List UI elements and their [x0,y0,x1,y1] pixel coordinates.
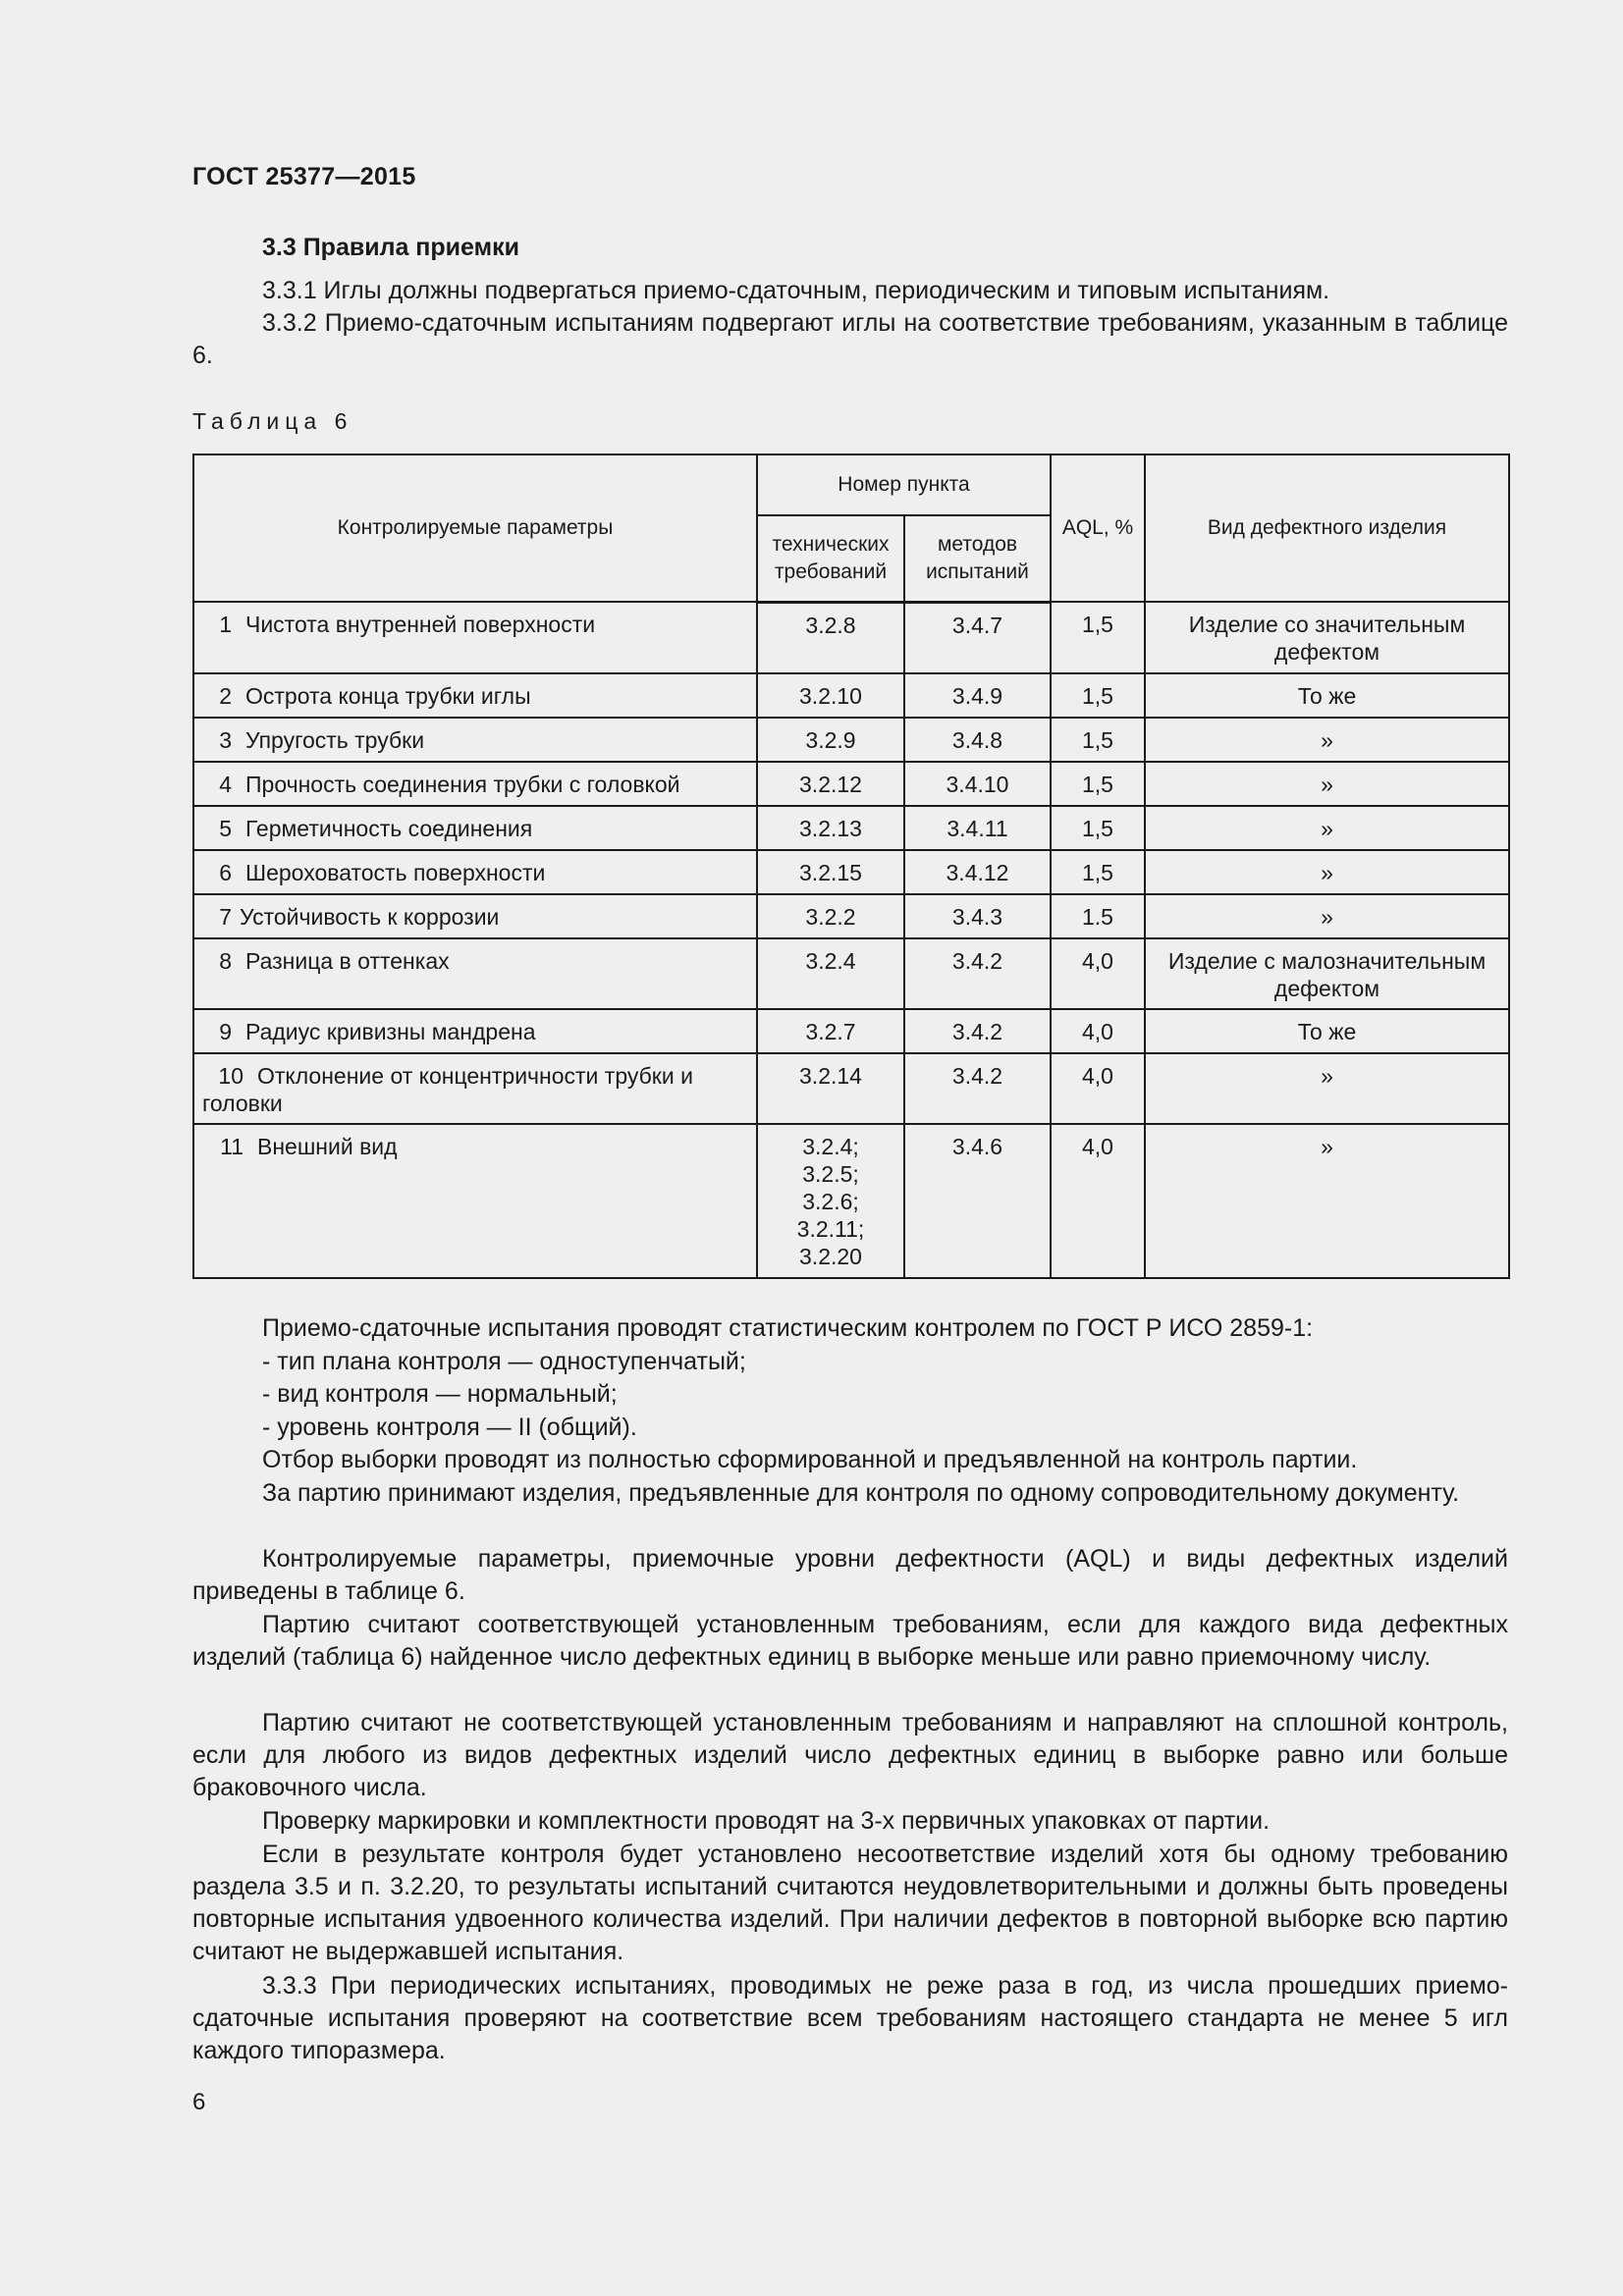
paragraph-parameters: Контролируемые параметры, приемочные уровни дефектности (AQL) и виды дефектных изделий приведены в таблице 6. [192,1545,1508,1605]
table-row: 4 Прочность соединения трубки с головкой 3.2.12 3.4.10 1,5 » [193,762,1509,806]
document-header: ГОСТ 25377—2015 [192,163,416,190]
paragraph-statistical: Приемо-сдаточные испытания проводят статистическим контролем по ГОСТ Р ИСО 2859-1: [262,1314,1314,1342]
header-test-methods: методов испытаний [904,515,1051,602]
table-row: 7 Устойчивость к коррозии 3.2.2 3.4.3 1.5 » [193,894,1509,938]
table-row: 3 Упругость трубки 3.2.9 3.4.8 1,5 » [193,718,1509,762]
paragraph-conforming: Партию считают соответствующей установленным требованиям, если для каждого вида дефектных изделий (таблица 6) найденное число дефектных единиц в выборке меньше или равно приемочному числу. [192,1611,1508,1671]
table-row: 1 Чистота внутренней поверхности 3.2.8 3.4.7 1,5 Изделие со значительным дефектом [193,602,1509,673]
list-item-plan-type: - тип плана контроля — одноступенчатый; [262,1348,746,1375]
table-row: 8 Разница в оттенках 3.2.4 3.4.2 4,0 Изделие с малозначительным дефектом [193,938,1509,1009]
table-row: 10 Отклонение от концентричности трубки и головки 3.2.14 3.4.2 4,0 » [193,1053,1509,1124]
table-row: 11 Внешний вид 3.2.4; 3.2.5; 3.2.6; 3.2.11; 3.2.20 3.4.6 4,0 » [193,1124,1509,1278]
paragraph-3-3-1: 3.3.1 Иглы должны подвергаться приемо-сдаточным, периодическим и типовым испытаниям. [262,277,1330,304]
section-title: 3.3 Правила приемки [262,234,519,261]
paragraph-3-3-2: 3.3.2 Приемо-сдаточным испытаниям подвергают иглы на соответствие требованиям, указанным в таблице 6. [192,309,1508,369]
page-number: 6 [192,2089,206,2115]
table-caption: Таблица 6 [192,408,353,434]
table-row: 2 Острота конца трубки иглы 3.2.10 3.4.9 1,5 То же [193,673,1509,718]
table-row: 9 Радиус кривизны мандрена 3.2.7 3.4.2 4,0 То же [193,1009,1509,1053]
header-aql: AQL, % [1051,454,1145,602]
table-row: 5 Герметичность соединения 3.2.13 3.4.11 1,5 » [193,806,1509,850]
paragraph-retest: Если в результате контроля будет установлено несоответствие изделий хотя бы одному требованию раздела 3.5 и п. 3.2.20, то результаты испытаний считаются неудовлетворительными и должны быть проведены повторные испытания удвоенного количества изделий. При наличии дефектов в повторной выборке всю партию считают не выдержавшей испытания. [192,1841,1508,1965]
paragraph-marking: Проверку маркировки и комплектности проводят на 3-х первичных упаковках от партии. [262,1807,1271,1835]
header-tech-req: технических требований [757,515,904,602]
header-item-number: Номер пункта [757,454,1051,515]
table-6 [192,454,1510,1279]
header-defect-type: Вид дефектного изделия [1145,454,1509,602]
tech-req-list: 3.2.4; 3.2.5; 3.2.6; 3.2.11; 3.2.20 [757,1124,904,1278]
header-params: Контролируемые параметры [193,454,757,602]
paragraph-3-3-3: 3.3.3 При периодических испытаниях, проводимых не реже раза в год, из числа прошедших приемо-сдаточные испытания проверяют на соответствие всем требованиям настоящего стандарта не менее 5 игл каждого типоразмера. [192,1972,1508,2064]
list-item-control-type: - вид контроля — нормальный; [262,1380,618,1408]
table-row: 6 Шероховатость поверхности 3.2.15 3.4.12 1,5 » [193,850,1509,894]
paragraph-sample: Отбор выборки проводят из полностью сформированной и предъявленной на контроль партии. [262,1446,1358,1473]
paragraph-batch: За партию принимают изделия, предъявленные для контроля по одному сопроводительному документу. [262,1479,1460,1507]
list-item-control-level: - уровень контроля — II (общий). [262,1414,637,1441]
paragraph-nonconforming: Партию считают не соответствующей установленным требованиям и направляют на сплошной контроль, если для любого из видов дефектных изделий число дефектных единиц в выборке равно или больше браковочного числа. [192,1709,1508,1801]
